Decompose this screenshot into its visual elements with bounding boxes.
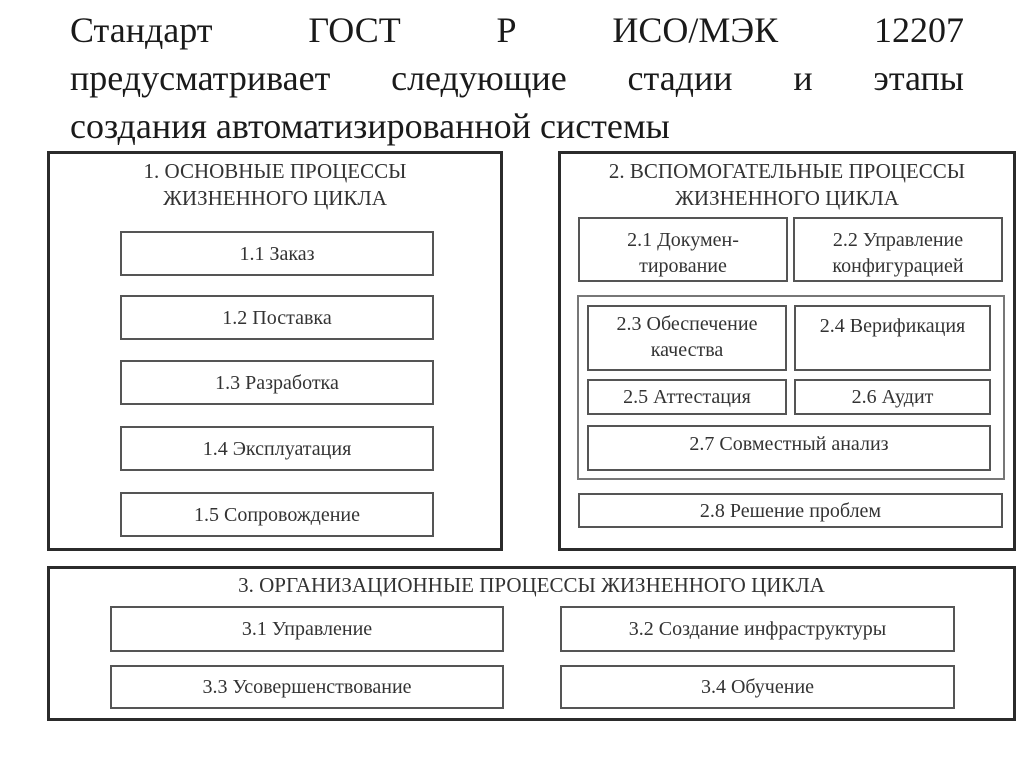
primary-processes-frame bbox=[47, 151, 503, 551]
process-3-2: 3.2 Создание инфраструктуры bbox=[560, 606, 955, 652]
process-1-1: 1.1 Заказ bbox=[120, 231, 434, 276]
slide-title bbox=[70, 6, 964, 150]
process-2-1: 2.1 Докумен- тирование bbox=[578, 217, 788, 282]
process-2-3: 2.3 Обеспечение качества bbox=[587, 305, 787, 371]
supporting-processes-frame bbox=[558, 151, 1016, 551]
process-3-3: 3.3 Усовершенствование bbox=[110, 665, 504, 709]
title-line-2: предусматривает следующие стадии и этапы bbox=[70, 58, 964, 98]
title-line-3: создания автоматизированной системы bbox=[70, 106, 670, 146]
process-2-2: 2.2 Управление конфигурацией bbox=[793, 217, 1003, 282]
title-line-1: Стандарт ГОСТ Р ИСО/МЭК 12207 bbox=[70, 10, 964, 50]
process-2-8: 2.8 Решение проблем bbox=[578, 493, 1003, 528]
process-3-4: 3.4 Обучение bbox=[560, 665, 955, 709]
organizational-processes-title: 3. ОРГАНИЗАЦИОННЫЕ ПРОЦЕССЫ ЖИЗНЕННОГО ЦИКЛА bbox=[238, 573, 825, 597]
quality-processes-frame bbox=[577, 295, 1005, 480]
process-1-2: 1.2 Поставка bbox=[120, 295, 434, 340]
process-1-3: 1.3 Разработка bbox=[120, 360, 434, 405]
process-2-5: 2.5 Аттестация bbox=[587, 379, 787, 415]
process-2-4: 2.4 Верификация bbox=[794, 305, 991, 371]
primary-processes-title: 1. ОСНОВНЫЕ ПРОЦЕССЫ ЖИЗНЕННОГО ЦИКЛА bbox=[143, 159, 407, 210]
process-1-5: 1.5 Сопровождение bbox=[120, 492, 434, 537]
process-3-1: 3.1 Управление bbox=[110, 606, 504, 652]
supporting-processes-title: 2. ВСПОМОГАТЕЛЬНЫЕ ПРОЦЕССЫ ЖИЗНЕННОГО ЦИКЛА bbox=[608, 159, 966, 210]
process-1-4: 1.4 Эксплуатация bbox=[120, 426, 434, 471]
process-2-7: 2.7 Совместный анализ bbox=[587, 425, 991, 471]
process-2-6: 2.6 Аудит bbox=[794, 379, 991, 415]
organizational-processes-frame bbox=[47, 566, 1016, 721]
